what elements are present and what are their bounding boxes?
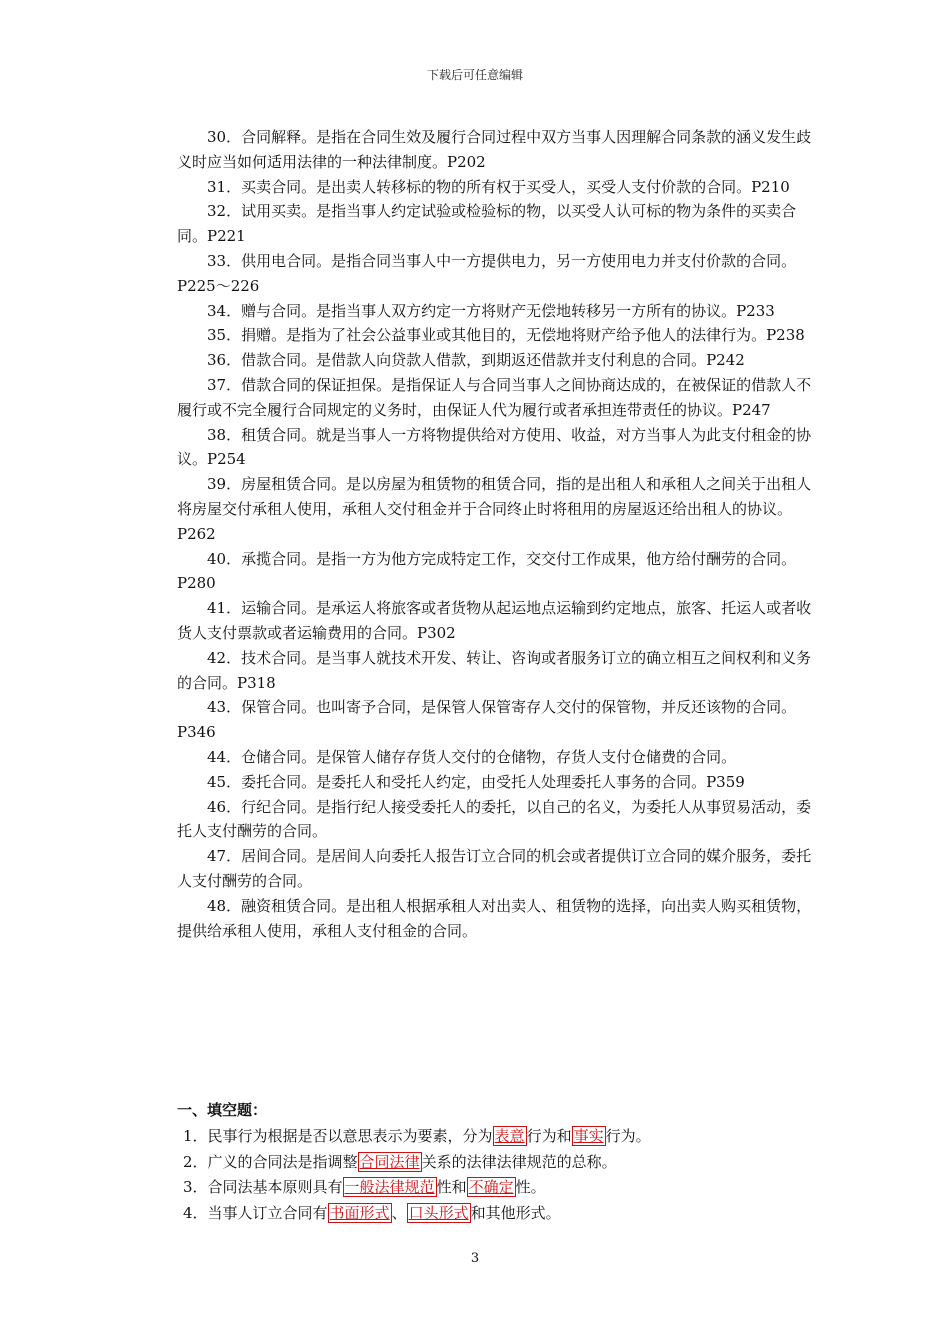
definitions-list (177, 125, 817, 943)
answer-box: 书面形式 (329, 1203, 390, 1222)
definition-44: 44．仓储合同。是保管人储存存货人交付的仓储物，存货人支付仓储费的合同。 (207, 747, 737, 766)
definition-40: 40．承揽合同。是指一方为他方完成特定工作，交交付工作成果，他方给付酬劳的合同。P280 (177, 549, 797, 593)
fill-question-3 (177, 1175, 817, 1201)
definition-43: 43．保管合同。也叫寄予合同，是保管人保管寄存人交付的保管物，并反还该物的合同。P346 (177, 698, 797, 742)
section-title: 一、填空题： (177, 1101, 268, 1119)
question-text: 2．广义的合同法是指调整 (183, 1152, 358, 1171)
question-text: 性。 (515, 1178, 546, 1196)
question-text: 行为和 (526, 1127, 572, 1145)
definition-36: 36．借款合同。是借款人向贷款人借款，到期返还借款并支付利息的合同。P242 (207, 351, 745, 370)
question-text: 性和 (436, 1178, 467, 1196)
page-header: 下载后可任意编辑 (426, 68, 523, 82)
definition-35: 35．捐赠。是指为了社会公益事业或其他目的，无偿地将财产给予他人的法律行为。P238 (207, 326, 805, 345)
definition-31: 31．买卖合同。是出卖人转移标的物的所有权于买受人，买受人支付价款的合同。P210 (207, 177, 790, 196)
definition-48: 48．融资租赁合同。是出租人根据承租人对出卖人、租赁物的选择，向出卖人购买租赁物，提供给承租人使用，承租人支付租金的合同。 (177, 896, 812, 940)
definition-45: 45．委托合同。是委托人和受托人约定，由受托人处理委托人事务的合同。P359 (207, 772, 745, 791)
definition-33: 33．供用电合同。是指合同当事人中一方提供电力，另一方使用电力并支付价款的合同。P225～226 (177, 251, 797, 295)
definition-47: 47．居间合同。是居间人向委托人报告订立合同的机会或者提供订立合同的媒介服务，委托人支付酬劳的合同。 (177, 847, 812, 890)
question-text: 3．合同法基本原则具有 (183, 1178, 343, 1196)
question-text: 4．当事人订立合同有 (183, 1203, 328, 1222)
definition-30: 30．合同解释。是指在合同生效及履行合同过程中双方当事人因理解合同条款的涵义发生歧义时应当如何适用法律的一种法律制度。P202 (177, 128, 812, 171)
fill-question-1 (177, 1124, 817, 1150)
fill-in-section (177, 1098, 817, 1226)
definition-32: 32．试用买卖。是指当事人约定试验或检验标的物，以买受人认可标的物为条件的买卖合同。P221 (177, 202, 797, 246)
fill-question-4 (177, 1201, 817, 1227)
answer-box: 表意 (494, 1127, 525, 1145)
fill-question-2 (177, 1150, 817, 1176)
question-text: 、 (391, 1203, 407, 1222)
answer-box: 合同法律 (359, 1152, 420, 1171)
definition-37: 37．借款合同的保证担保。是指保证人与合同当事人之间协商达成的，在被保证的借款人不履行或不完全履行合同规定的义务时，由保证人代为履行或者承担连带责任的协议。P247 (177, 375, 812, 419)
definition-41: 41．运输合同。是承运人将旅客或者货物从起运地点运输到约定地点，旅客、托运人或者收货人支付票款或者运输费用的合同。P302 (177, 599, 812, 642)
question-text: 1．民事行为根据是否以意思表示为要素，分为 (183, 1127, 493, 1145)
definition-38: 38．租赁合同。就是当事人一方将物提供给对方使用、收益，对方当事人为此支付租金的协议。P254 (177, 425, 812, 469)
definition-34: 34．赠与合同。是指当事人双方约定一方将财产无偿地转移另一方所有的协议。P233 (207, 301, 775, 320)
answer-box: 口头形式 (408, 1203, 469, 1222)
answer-box: 事实 (573, 1127, 604, 1145)
definition-42: 42．技术合同。是当事人就技术开发、转让、咨询或者服务订立的确立相互之间权利和义务的合同。P318 (177, 648, 812, 692)
question-text: 行为。 (605, 1127, 651, 1145)
definition-39: 39．房屋租赁合同。是以房屋为租赁物的租赁合同，指的是出租人和承租人之间关于出租人将房屋交付承租人使用，承租人交付租金并于合同终止时将租用的房屋返还给出租人的协议。P262 (177, 475, 812, 543)
page-number: 3 (470, 1251, 480, 1266)
answer-box: 一般法律规范 (344, 1178, 435, 1196)
answer-box: 不确定 (468, 1178, 514, 1196)
definition-46: 46．行纪合同。是指行纪人接受委托人的委托，以自己的名义，为委托人从事贸易活动，委托人支付酬劳的合同。 (177, 797, 812, 841)
question-text: 和其他形式。 (470, 1203, 561, 1222)
question-text: 关系的法律法律规范的总称。 (421, 1152, 617, 1171)
